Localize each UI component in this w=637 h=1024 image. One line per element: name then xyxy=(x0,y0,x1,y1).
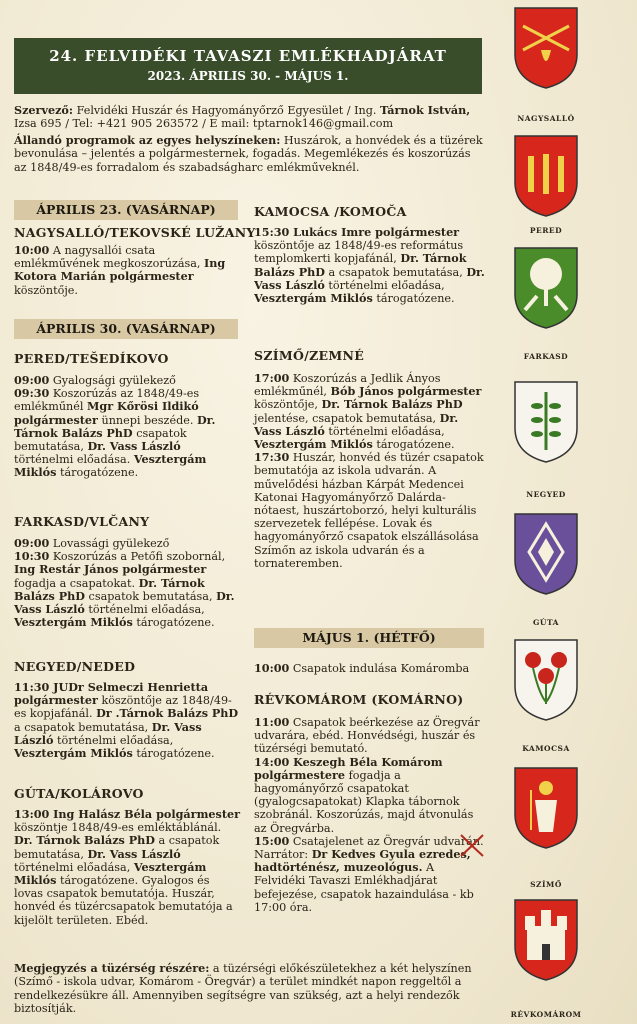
coat-of-arms-column xyxy=(500,0,637,1024)
day-heading-may1: MÁJUS 1. (HÉTFŐ) xyxy=(254,628,484,648)
day-heading-apr23: ÁPRILIS 23. (VASÁRNAP) xyxy=(14,200,238,220)
day-heading-apr30: ÁPRILIS 30. (VASÁRNAP) xyxy=(14,319,238,339)
crossed-sabres-icon xyxy=(458,832,486,860)
program-revkomarom: 11:00 Csapatok beérkezése az Öregvár udvarára, ebéd. Honvédségi, huszár és tüzérségi bemutató. 14:00 Keszegh Béla Komárom polgármestere fogadja a hagyományőrző csapatokat (gyalogcsapatokat) Klapka tábornok szobránál. Koszorúzás, majd átvonulás az Öregvárba. 15:00 Csatajelenet az Öregvár udvarán. Narrátor: Dr Kedves Gyula ezredes, hadtörténész, muzeológus. A Felvidéki Tavaszi Emlékhadjárat befejezése, csapatok hazaindulása - kb 17:00 óra. xyxy=(254,715,484,914)
artillery-note: Megjegyzés a tüzérség részére: a tüzérségi előkészületekhez a két helyszínen (Szímő - iskola udvar, Komárom - Öregvár) a terület mindkét napon reggeltől a rendelkezésükre áll. Amennyiben segítségre van szükség, azt a helyi rendezők biztosítják. xyxy=(14,961,472,1015)
nagysallo-crest-icon xyxy=(513,6,579,90)
crest-label-nagysallo: NAGYSALLÓ xyxy=(517,114,575,123)
location-szimo: SZÍMŐ/ZEMNÉ xyxy=(254,348,365,363)
program-negyed: 11:30 JUDr Selmeczi Henrietta polgármester köszöntője az 1848/49-es kopjafánál. Dr .Tárnok Balázs PhD a csapatok bemutatása, Dr. Vass László történelmi előadása, Vesztergám Miklós tárogatózene. xyxy=(14,680,239,761)
szimo-crest-icon xyxy=(513,766,579,850)
crest-label-guta: GÚTA xyxy=(533,618,559,627)
location-negyed: NEGYED/NEDED xyxy=(14,659,136,674)
location-revkomarom: RÉVKOMÁROM (KOMÁRNO) xyxy=(254,692,464,707)
location-farkasd: FARKASD/VLČANY xyxy=(14,514,150,529)
program-content xyxy=(10,0,498,1024)
program-may1-departure: 10:00 Csapatok indulása Komáromba xyxy=(254,661,470,675)
revkomarom-crest-icon xyxy=(513,898,579,982)
program-nagysallo: 10:00 A nagysallói csata emlékművének megkoszorúzása, Ing Kotora Marián polgármester köszöntője. xyxy=(14,243,226,297)
program-szimo: 17:00 Koszorúzás a Jedlik Ányos emlékműnél, Bób János polgármester köszöntője, Dr. Tárnok Balázs PhD jelentése, csapatok bemutatása, Dr. Vass László történelmi előadása, Vesztergám Miklós tárogatózene. 17:30 Huszár, honvéd és tüzér csapatok bemutatója az iskola udvarán. A művelődési házban Kárpát Medencei Katonai Hagyományőrző Dalárda- nótaest, huszártoborzó, helyi kulturális szervezetek fellépése. Lovak és hagyományőrző csapatok elszállásolása Szímőn az iskola udvarán és a tornateremben. xyxy=(254,371,484,570)
negyed-crest-icon xyxy=(513,380,579,464)
crest-label-szimo: SZÍMŐ xyxy=(530,880,562,889)
program-kamocsa: 15:30 Lukács Imre polgármester köszöntője az 1848/49-es református templomkerti kopjafánál, Dr. Tárnok Balázs PhD a csapatok bemutatása, Dr. Vass László történelmi előadása, Vesztergám Miklós tárogatózene. xyxy=(254,225,485,306)
kamocsa-crest-icon xyxy=(513,638,579,722)
pered-crest-icon xyxy=(513,134,579,218)
event-dates: 2023. ÁPRILIS 30. - MÁJUS 1. xyxy=(147,69,349,83)
location-pered: PERED/TEŠEDÍKOVO xyxy=(14,351,169,366)
guta-crest-icon xyxy=(513,512,579,596)
program-pered: 09:00 Gyalogsági gyülekező 09:30 Koszorúzás az 1848/49-es emlékműnél Mgr Kőrösi Ildikó polgármester ünnepi beszéde. Dr. Tárnok Balázs PhD csapatok bemutatása, Dr. Vass László történelmi előadása. Vesztergám Miklós tárogatózene. xyxy=(14,373,216,480)
event-title: 24. FELVIDÉKI TAVASZI EMLÉKHADJÁRAT xyxy=(49,47,447,65)
crest-label-pered: PERED xyxy=(529,226,563,235)
header-banner xyxy=(14,38,482,94)
farkasd-crest-icon xyxy=(513,246,579,330)
permanent-programs: Állandó programok az egyes helyszíneken: Huszárok, a honvédek és a tüzérek bevonulása – jelentés a polgármesternek, fogadás. Megemlékezés és koszorúzás az 1848/49-es forradalom és szabadságharc emlékműveknél. xyxy=(14,133,483,174)
crest-label-negyed: NEGYED xyxy=(526,490,566,499)
program-farkasd: 09:00 Lovassági gyülekező 10:30 Koszorúzás a Petőfi szobornál, Ing Restár János polgármester fogadja a csapatokat. Dr. Tárnok Balázs PhD csapatok bemutatása, Dr. Vass László történelmi előadása, Vesztergám Miklós tárogatózene. xyxy=(14,536,235,630)
crest-label-revkomarom: RÉVKOMÁROM xyxy=(510,1010,582,1019)
crest-label-farkasd: FARKASD xyxy=(523,352,569,361)
location-kamocsa: KAMOCSA /KOMOČA xyxy=(254,204,407,219)
program-guta: 13:00 Ing Halász Béla polgármester köszöntje 1848/49-es emléktáblánál. Dr. Tárnok Balázs PhD a csapatok bemutatása, Dr. Vass László történelmi előadása, Vesztergám Miklós tárogatózene. Gyalogos és lovas csapatok bemutatója. Huszár, honvéd és tüzércsapatok bemutatója a kijelölt területen. Ebéd. xyxy=(14,807,241,927)
organizer-text: Szervező: Felvidéki Huszár és Hagyományőrző Egyesület / Ing. Tárnok István, Izsa 695 / Tel: +421 905 263572 / E mail: tptarnok146@gmail.com xyxy=(14,103,471,131)
location-guta: GÚTA/KOLÁROVO xyxy=(14,786,144,801)
location-nagysallo: NAGYSALLÓ/TEKOVSKÉ LUŽANY xyxy=(14,225,256,240)
crest-label-kamocsa: KAMOCSA xyxy=(522,744,570,753)
